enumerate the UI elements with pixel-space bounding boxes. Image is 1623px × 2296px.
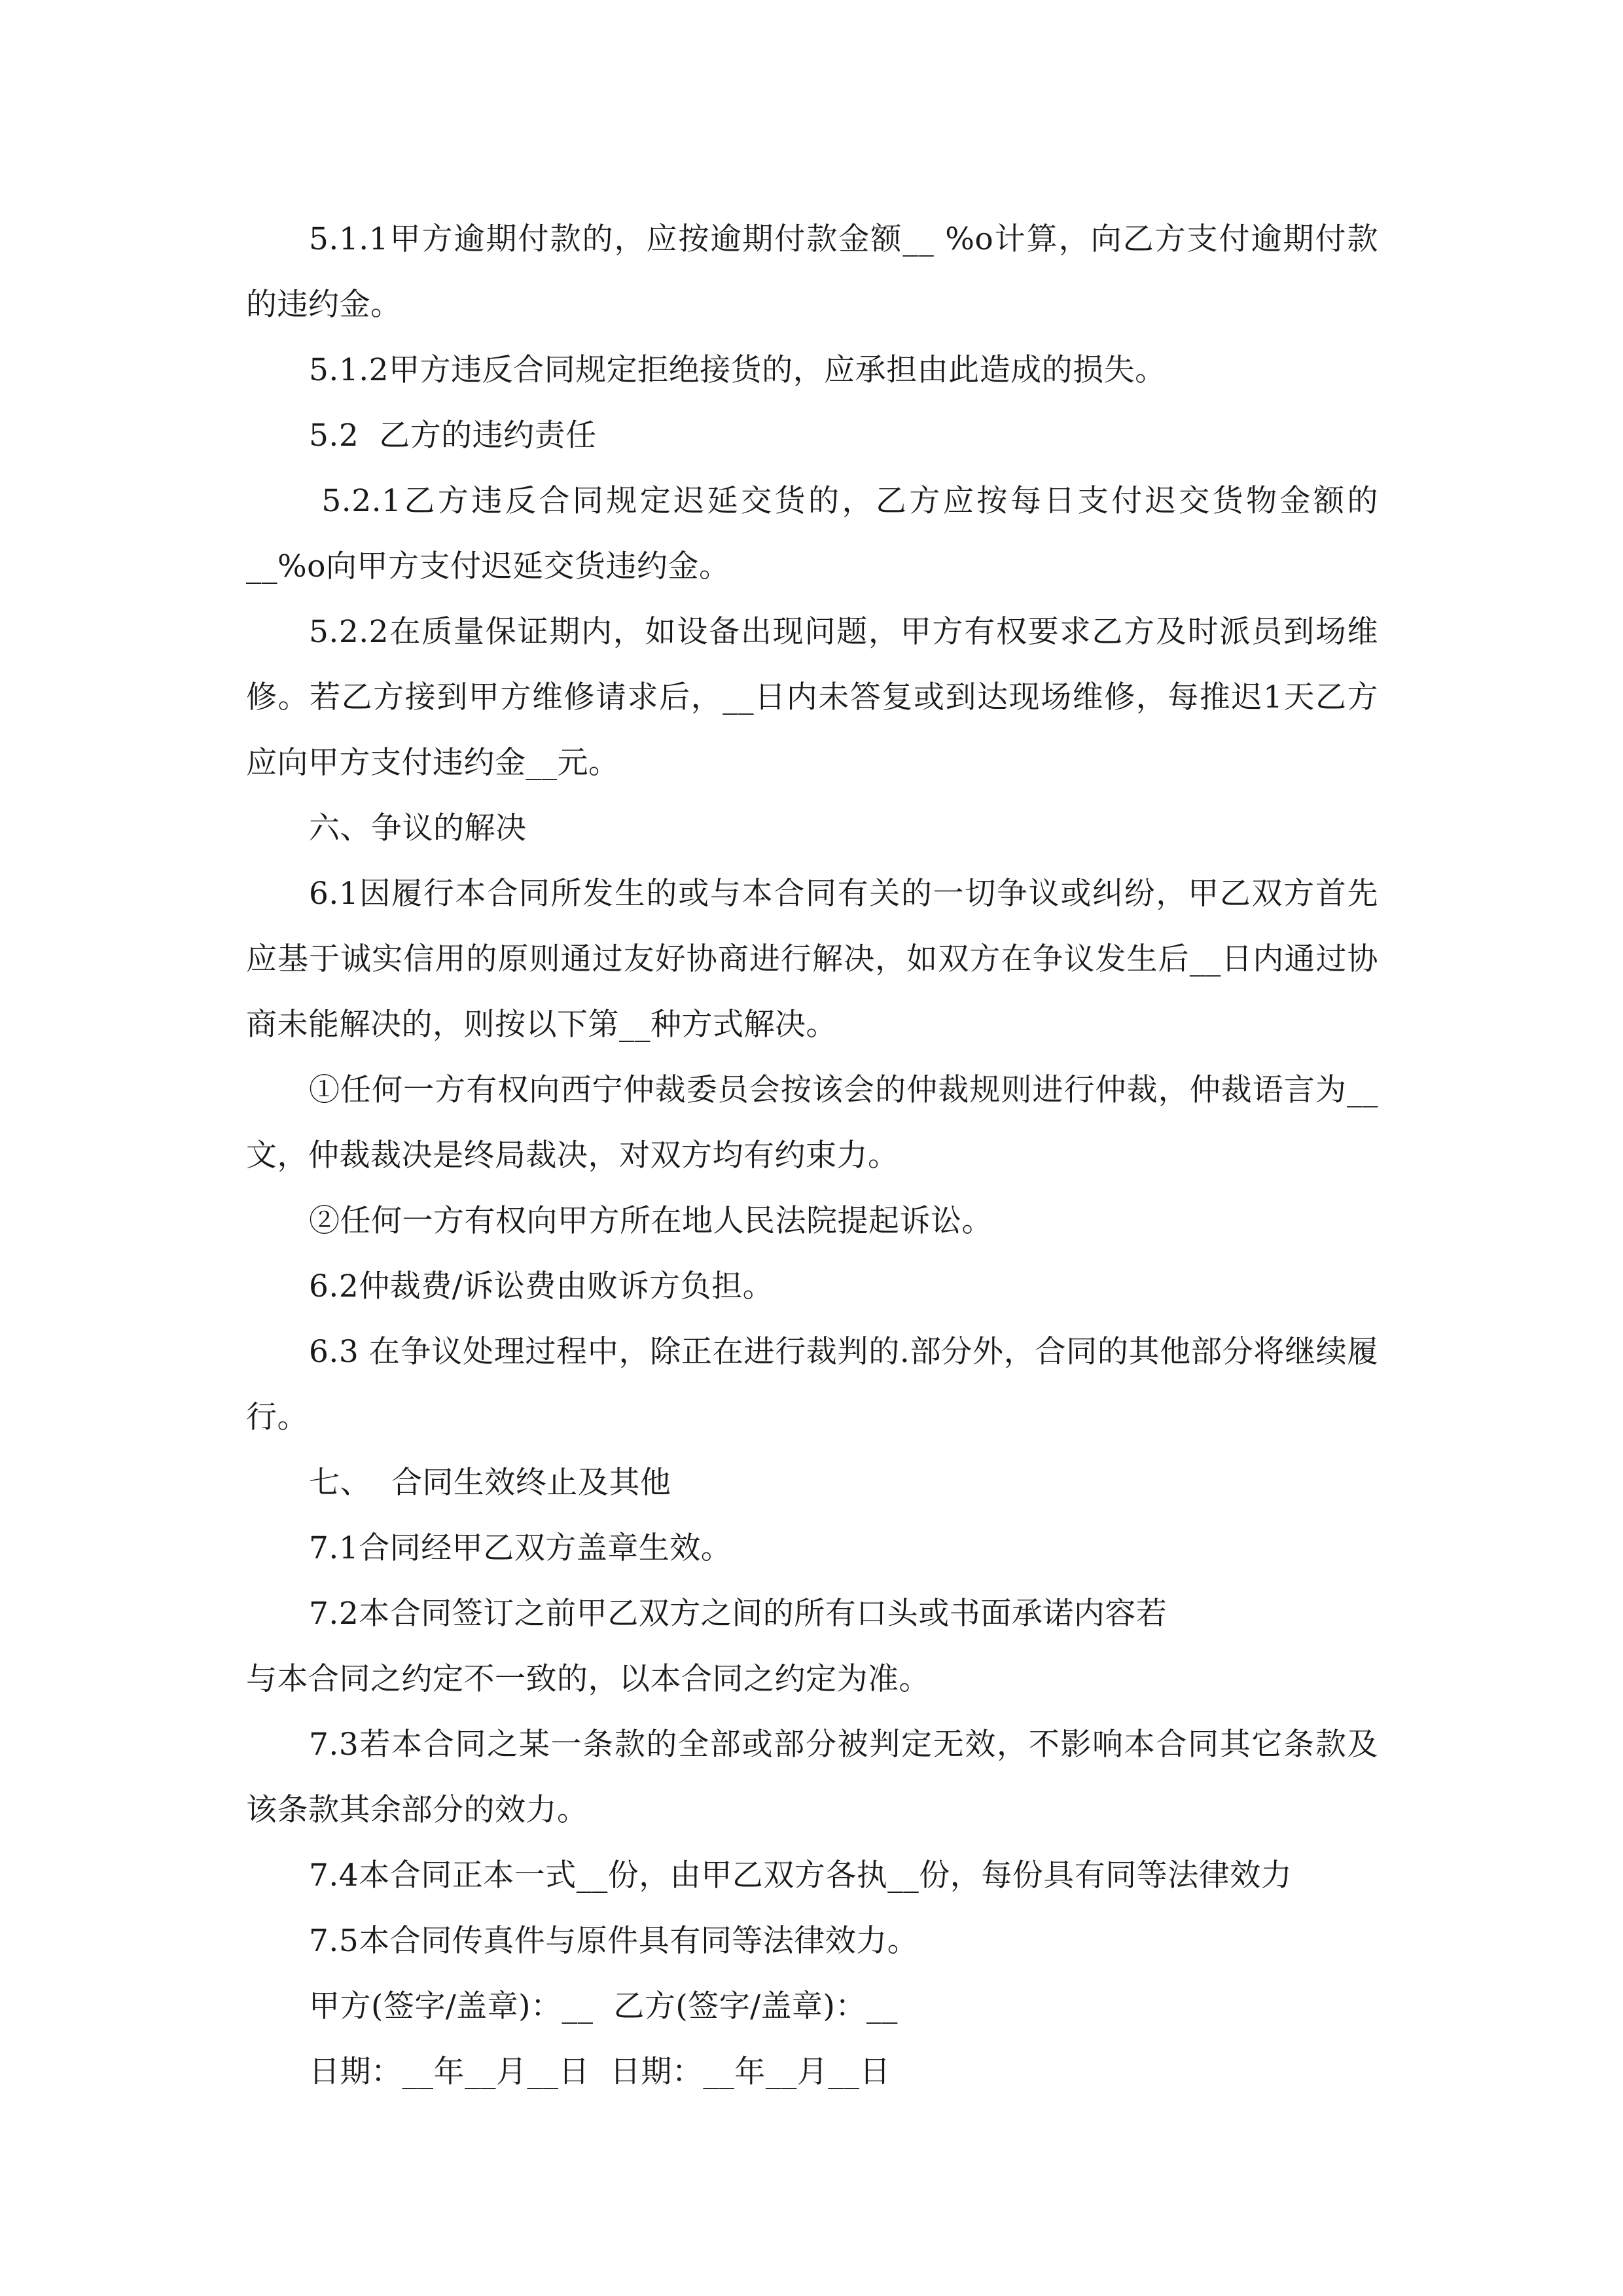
date-line: 日期：__年__月__日 日期：__年__月__日	[309, 2054, 891, 2090]
clause-6-2: 6.2仲裁费/诉讼费由败诉方负担。	[309, 1268, 774, 1304]
clause-6-1-option-1: ①任何一方有权向西宁仲裁委员会按该会的仲裁规则进行仲裁，仲裁语言为__文，仲裁裁决是终局裁决，对双方均有约束力。	[246, 1072, 1378, 1174]
clause-7-2: 7.2本合同签订之前甲乙双方之间的所有口头或书面承诺内容若	[309, 1596, 1168, 1632]
clause-7-3: 7.3若本合同之某一条款的全部或部分被判定无效，不影响本合同其它条款及该条款其余部分的效力。	[246, 1727, 1378, 1828]
clause-6-1: 6.1因履行本合同所发生的或与本合同有关的一切争议或纠纷，甲乙双方首先应基于诚实信用的原则通过友好协商进行解决，如双方在争议发生后__日内通过协商未能解决的，则按以下第__种方式解决。	[246, 876, 1378, 1043]
clause-5-2-heading: 5.2 乙方的违约责任	[309, 418, 597, 454]
clause-7-2-continued: 与本合同之约定不一致的，以本合同之约定为准。	[246, 1661, 930, 1697]
clause-7-5: 7.5本合同传真件与原件具有同等法律效力。	[309, 1923, 919, 1959]
signature-line: 甲方(签字/盖章)：__ 乙方(签字/盖章)：__	[309, 1988, 898, 2024]
clause-7-4: 7.4本合同正本一式__份，由甲乙双方各执__份，每份具有同等法律效力	[309, 1857, 1293, 1893]
clause-7-1: 7.1合同经甲乙双方盖章生效。	[309, 1530, 732, 1566]
clause-6-3: 6.3 在争议处理过程中，除正在进行裁判的.部分外，合同的其他部分将继续履行。	[246, 1334, 1378, 1435]
section-7-heading: 七、 合同生效终止及其他	[309, 1465, 671, 1501]
clause-5-1-2: 5.1.2甲方违反合同规定拒绝接货的，应承担由此造成的损失。	[309, 352, 1166, 388]
document-body	[246, 207, 1378, 2105]
clause-5-2-2: 5.2.2在质量保证期内，如设备出现问题，甲方有权要求乙方及时派员到场维修。若乙方接到甲方维修请求后，__日内未答复或到达现场维修，每推迟1天乙方应向甲方支付违约金__元。	[246, 614, 1378, 781]
clause-5-2-1: 5.2.1乙方违反合同规定迟延交货的，乙方应按每日支付迟交货物金额的__%o向甲方支付迟延交货违约金。	[246, 483, 1378, 584]
clause-6-1-option-2: ②任何一方有权向甲方所在地人民法院提起诉讼。	[309, 1203, 993, 1239]
clause-5-1-1: 5.1.1甲方逾期付款的，应按逾期付款金额__ %o计算，向乙方支付逾期付款的违约金。	[246, 221, 1378, 323]
section-6-heading: 六、争议的解决	[309, 810, 527, 846]
